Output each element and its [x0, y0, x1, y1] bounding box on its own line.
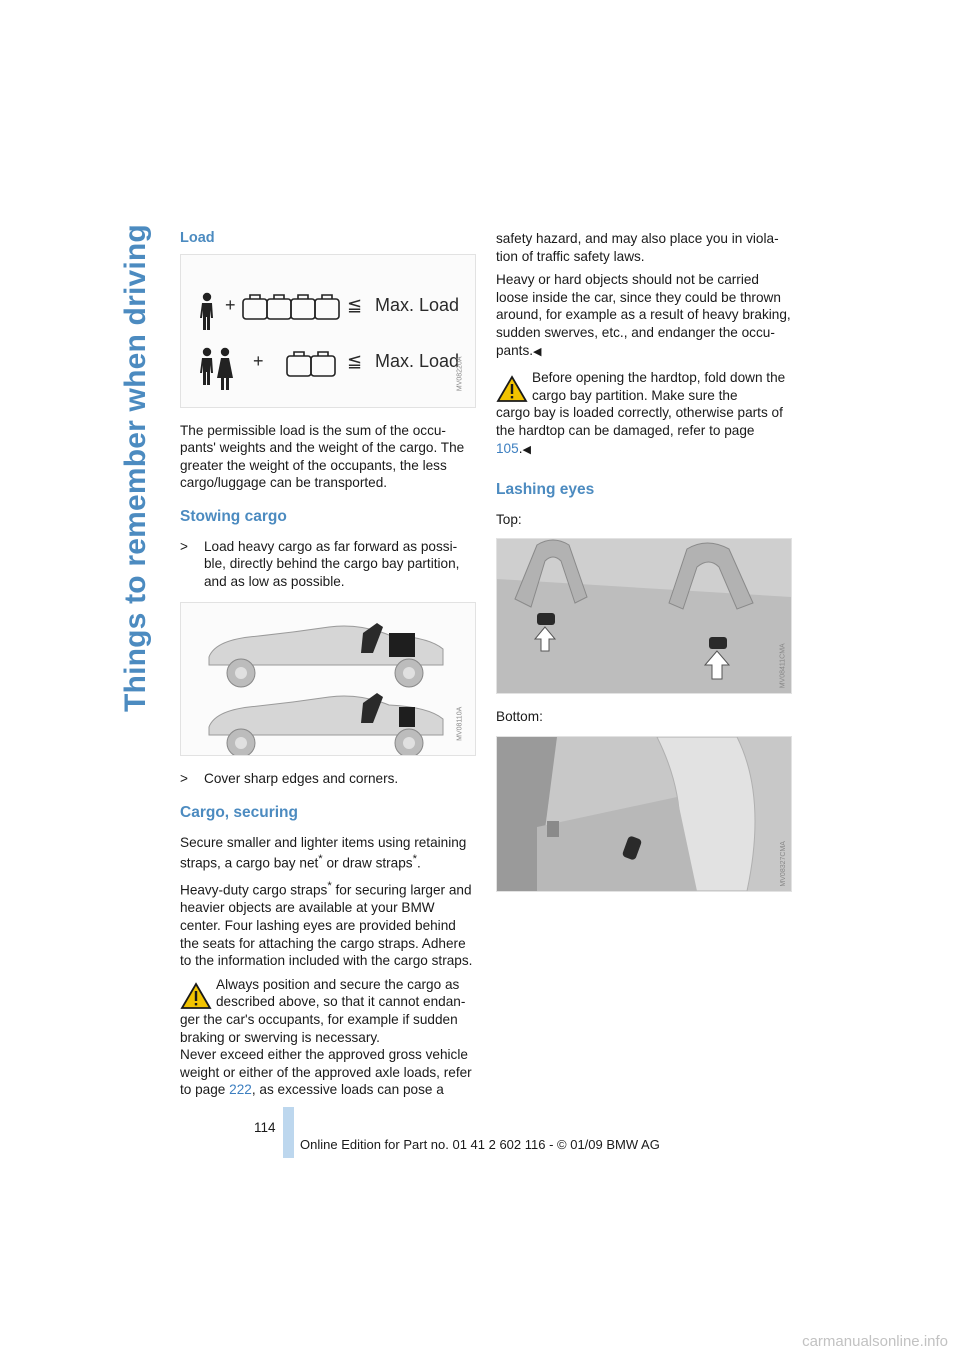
hardtop-warning — [496, 369, 792, 459]
bottom-label: Bottom: — [496, 709, 543, 725]
car-bottom-icon — [209, 693, 443, 755]
person-pair-icon — [200, 347, 233, 389]
car-cargo-illustration — [181, 603, 475, 755]
bullet-mark: > — [180, 771, 188, 787]
page-number: 114 — [254, 1120, 276, 1135]
bullet-text: Cover sharp edges and corners. — [204, 771, 399, 787]
heavy-objects-paragraph — [496, 271, 792, 361]
lashing-bottom-photo — [497, 737, 791, 891]
text-segment: . — [518, 440, 523, 456]
load-paragraph: The permissible load is the sum of the occu-pants' weights and the weight of the cargo. The greater the weight of the occupants, the less cargo/luggage can be transported. — [180, 422, 465, 491]
text-segment: Never exceed either the approved gross vehicle weight or either of the approved axle loads, refer to page — [180, 1047, 472, 1098]
max-load-label-bottom: Max. Load — [375, 350, 460, 371]
lashing-bottom-figure — [496, 736, 792, 892]
bullet-text: Load heavy cargo as far forward as possi-ble, directly behind the cargo bay partition, and as low as possible. — [204, 538, 460, 589]
car-top-icon — [209, 623, 443, 687]
text-segment: Heavy-duty cargo straps — [180, 882, 328, 898]
figure-code: MV08411CMA — [779, 643, 787, 689]
hardtop-warning-text — [496, 369, 792, 459]
lashing-heading: Lashing eyes — [496, 481, 595, 499]
securing-paragraph-2 — [180, 878, 476, 970]
continued-paragraph: safety hazard, and may also place you in viola-tion of traffic safety laws. — [496, 231, 779, 264]
warning-rest: ger the car's occupants, for example if sudden braking or swerving is necessary. — [180, 1011, 458, 1045]
load-illustration — [181, 255, 475, 407]
edition-text: Online Edition for Part no. 01 41 2 602 116 - © 01/09 BMW AG — [300, 1137, 660, 1152]
warning-paragraph-2 — [180, 1046, 476, 1099]
leq-sign-bottom: ≦ — [347, 350, 363, 371]
text-segment: for securing larger and heavier objects are available at your BMW center. Four lashing eyes are provided behind the seats for attaching the cargo straps. Adhere to the information included with the cargo straps. — [180, 882, 473, 969]
footer-bar — [283, 1107, 294, 1158]
option-star: * — [318, 853, 323, 866]
text-segment: Heavy or hard objects should not be carried loose inside the car, since they could be thrown around, for example as a result of heavy braking, sudden swerves, etc., and endanger the occu-pants. — [496, 272, 791, 358]
figure-code: MV08220A — [456, 356, 464, 391]
end-mark: ◀ — [522, 443, 531, 456]
warning-triangle-icon — [180, 982, 212, 1010]
load-figure — [180, 254, 476, 408]
left-column — [180, 230, 476, 1105]
person-icon — [200, 292, 213, 329]
text-segment: , as excessive loads can pose a — [251, 1082, 444, 1098]
leq-sign-top: ≦ — [347, 294, 363, 315]
watermark: carmanualsonline.info — [802, 1333, 948, 1350]
bullet-mark: > — [180, 538, 188, 554]
lashing-top-photo — [497, 539, 791, 693]
plus-sign-bottom: + — [253, 350, 264, 371]
warning-first-lines: Before opening the hardtop, fold down the cargo bay partition. Make sure the — [532, 370, 786, 403]
warning-triangle-icon — [496, 375, 528, 403]
side-title — [118, 224, 154, 712]
warning-rest: cargo bay is loaded correctly, otherwise parts of the hardtop can be damaged, refer to page — [496, 405, 783, 438]
top-label: Top: — [496, 511, 522, 527]
figure-code: MV08327CMA — [779, 840, 787, 887]
plus-sign-top: + — [225, 294, 236, 315]
securing-heading: Cargo, securing — [180, 803, 298, 821]
stowing-bullet-1 — [180, 538, 476, 591]
page-link-222[interactable]: 222 — [229, 1082, 252, 1098]
figure-code: MV08110A — [456, 707, 464, 742]
stowing-bullet-2 — [180, 770, 476, 788]
text-segment: . — [417, 855, 421, 871]
option-star: * — [412, 853, 418, 866]
right-column — [496, 230, 792, 906]
option-star: * — [327, 880, 332, 893]
page-link-105[interactable]: 105 — [496, 440, 519, 456]
max-load-label-top: Max. Load — [375, 294, 460, 315]
end-mark: ◀ — [533, 345, 542, 358]
securing-warning — [180, 976, 476, 1099]
securing-paragraph-1 — [180, 834, 476, 873]
suitcase-group-bottom-icon — [287, 352, 335, 376]
warning-first-lines: Always position and secure the cargo as described above, so that it cannot endan- — [216, 976, 466, 1010]
stowing-figure — [180, 602, 476, 756]
side-title-text: Things to remember when driving — [119, 224, 152, 712]
suitcase-group-top-icon — [243, 295, 339, 319]
lashing-top-figure — [496, 538, 792, 694]
stowing-heading: Stowing cargo — [180, 507, 287, 525]
text-segment: or draw straps — [322, 855, 413, 871]
load-heading: Load — [180, 230, 215, 246]
warning-text — [180, 976, 476, 1046]
text-segment: Secure smaller and lighter items using retaining straps, a cargo bay net — [180, 834, 467, 871]
